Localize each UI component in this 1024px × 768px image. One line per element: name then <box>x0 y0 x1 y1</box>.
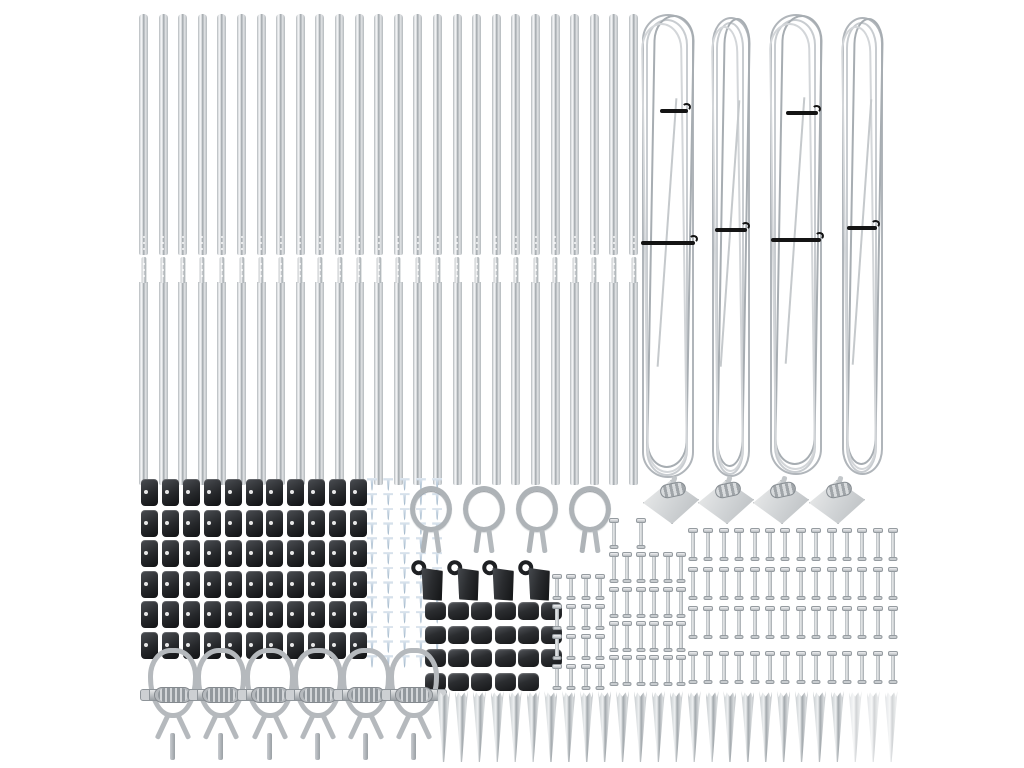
ground-spike <box>544 691 557 762</box>
ground-spike <box>688 691 701 762</box>
ground-spike <box>491 691 504 762</box>
ground-spike <box>867 691 880 762</box>
ground-spike <box>759 691 772 762</box>
ground-spike <box>885 691 898 762</box>
ground-spike <box>777 691 790 762</box>
ground-spike <box>670 691 683 762</box>
ground-spike <box>527 691 540 762</box>
ground-spike <box>598 691 611 762</box>
ground-spike <box>509 691 522 762</box>
ground-spike <box>831 691 844 762</box>
ground-spike <box>455 691 468 762</box>
ground-spike <box>795 691 808 762</box>
ground-spike <box>706 691 719 762</box>
ground-spike <box>437 691 450 762</box>
ground-spike <box>849 691 862 762</box>
ground-spike <box>473 691 486 762</box>
ground-spike <box>634 691 647 762</box>
ground-spike <box>562 691 575 762</box>
ground-spike <box>723 691 736 762</box>
ground-spike <box>813 691 826 762</box>
ground-spike <box>616 691 629 762</box>
ground-spike <box>580 691 593 762</box>
ground-spike <box>652 691 665 762</box>
ground-spike <box>741 691 754 762</box>
